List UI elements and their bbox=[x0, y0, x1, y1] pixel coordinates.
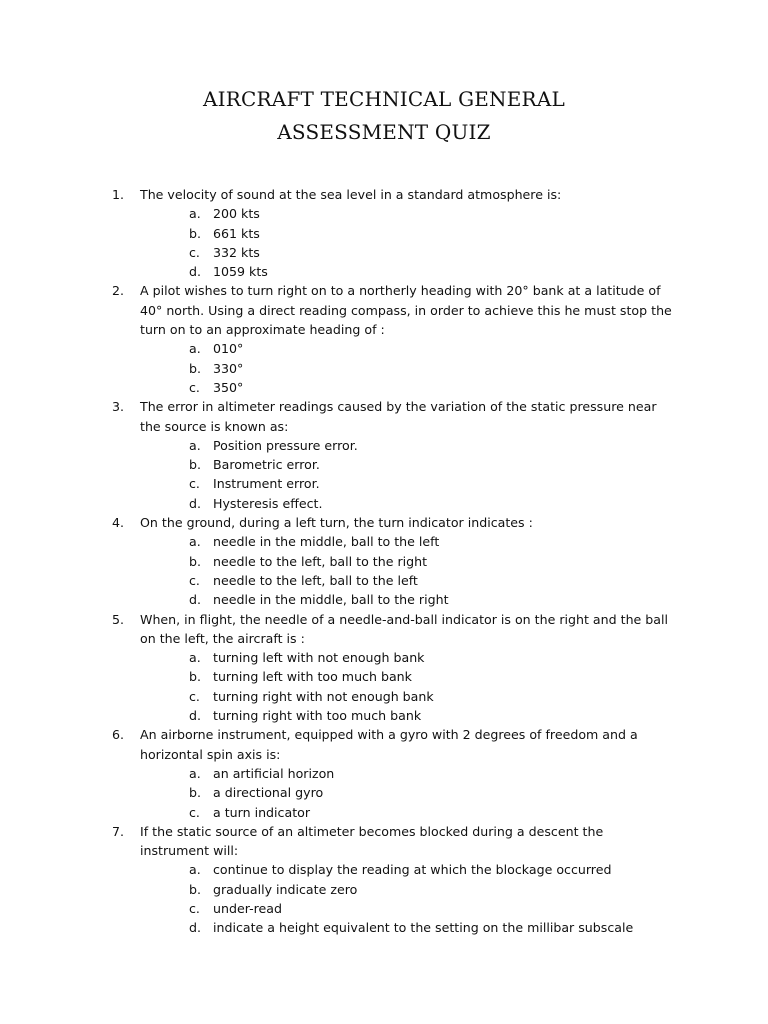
answer-option bbox=[140, 783, 672, 802]
answer-options-list bbox=[140, 764, 672, 822]
option-text: needle to the left, ball to the left bbox=[213, 572, 418, 588]
option-label: a. bbox=[189, 437, 201, 453]
question-text: On the ground, during a left turn, the turn indicator indicates : bbox=[140, 515, 533, 531]
question-item bbox=[112, 281, 672, 397]
question-text: When, in flight, the needle of a needle-and-ball indicator is on the right and the ball on the left, the aircraft is : bbox=[140, 611, 669, 646]
option-text: a directional gyro bbox=[213, 785, 324, 801]
option-text: 010° bbox=[213, 341, 244, 357]
answer-option bbox=[140, 532, 672, 551]
option-label: b. bbox=[189, 360, 201, 376]
answer-option bbox=[140, 880, 672, 899]
question-item bbox=[112, 185, 672, 281]
answer-option bbox=[140, 494, 672, 513]
question-number: 2. bbox=[112, 283, 125, 299]
option-label: d. bbox=[189, 495, 201, 511]
question-text: An airborne instrument, equipped with a gyro with 2 degrees of freedom and a horizontal spin axis is: bbox=[140, 727, 638, 762]
document-title-line-1: AIRCRAFT TECHNICAL GENERAL bbox=[203, 87, 565, 111]
option-text: a turn indicator bbox=[213, 804, 311, 820]
option-label: c. bbox=[189, 572, 200, 588]
option-label: d. bbox=[189, 920, 201, 936]
answer-option bbox=[140, 262, 672, 281]
option-text: Position pressure error. bbox=[213, 437, 358, 453]
option-text: Hysteresis effect. bbox=[213, 495, 323, 511]
answer-option bbox=[140, 648, 672, 667]
answer-option bbox=[140, 899, 672, 918]
answer-option bbox=[140, 764, 672, 783]
answer-option bbox=[140, 474, 672, 493]
answer-option bbox=[140, 590, 672, 609]
question-text: The error in altimeter readings caused by the variation of the static pressure near the source is known as: bbox=[140, 399, 657, 434]
option-text: 332 kts bbox=[213, 244, 260, 260]
option-label: c. bbox=[189, 244, 200, 260]
answer-options-list bbox=[140, 860, 672, 937]
option-text: turning right with too much bank bbox=[213, 708, 422, 724]
option-text: 350° bbox=[213, 379, 244, 395]
question-item bbox=[112, 397, 672, 513]
option-text: an artificial horizon bbox=[213, 765, 335, 781]
option-label: a. bbox=[189, 862, 201, 878]
option-label: c. bbox=[189, 804, 200, 820]
question-list bbox=[112, 185, 672, 938]
option-label: d. bbox=[189, 264, 201, 280]
option-text: continue to display the reading at which the blockage occurred bbox=[213, 862, 612, 878]
answer-option bbox=[140, 803, 672, 822]
question-text: If the static source of an altimeter becomes blocked during a descent the instrument will: bbox=[140, 823, 604, 859]
answer-option bbox=[140, 687, 672, 706]
option-text: needle in the middle, ball to the right bbox=[213, 592, 449, 608]
question-number: 4. bbox=[112, 515, 125, 531]
option-text: Instrument error. bbox=[213, 476, 320, 492]
answer-option bbox=[140, 552, 672, 571]
option-text: 330° bbox=[213, 360, 244, 376]
option-label: a. bbox=[189, 206, 201, 222]
option-text: needle in the middle, ball to the left bbox=[213, 534, 440, 550]
option-label: c. bbox=[189, 379, 200, 395]
question-item bbox=[112, 610, 672, 726]
option-text: Barometric error. bbox=[213, 457, 320, 473]
option-text: indicate a height equivalent to the setting on the millibar subscale bbox=[213, 920, 634, 936]
answer-option bbox=[140, 436, 672, 455]
question-item bbox=[112, 822, 672, 938]
answer-options-list bbox=[140, 648, 672, 725]
option-text: needle to the left, ball to the right bbox=[213, 553, 428, 569]
option-label: d. bbox=[189, 592, 201, 608]
question-item bbox=[112, 725, 672, 821]
answer-option bbox=[140, 860, 672, 879]
answer-option bbox=[140, 918, 672, 937]
answer-option bbox=[140, 667, 672, 686]
option-label: a. bbox=[189, 650, 201, 666]
option-text: turning left with too much bank bbox=[213, 669, 412, 685]
answer-option bbox=[140, 359, 672, 378]
answer-options-list bbox=[140, 339, 672, 397]
option-label: b. bbox=[189, 669, 201, 685]
option-label: c. bbox=[189, 476, 200, 492]
question-text: A pilot wishes to turn right on to a northerly heading with 20° bank at a latitude of 40° north. Using a direct reading compass, in order to achieve this he must stop the turn on to an approximate heading of : bbox=[140, 283, 672, 338]
option-text: turning left with not enough bank bbox=[213, 650, 425, 666]
answer-option bbox=[140, 224, 672, 243]
question-number: 1. bbox=[112, 187, 125, 202]
option-label: a. bbox=[189, 341, 201, 357]
option-text: turning right with not enough bank bbox=[213, 688, 434, 704]
answer-option bbox=[140, 455, 672, 474]
option-label: b. bbox=[189, 881, 201, 897]
option-label: b. bbox=[189, 785, 201, 801]
question-number: 5. bbox=[112, 611, 125, 627]
option-label: b. bbox=[189, 225, 201, 241]
answer-options-list bbox=[140, 204, 672, 281]
option-label: d. bbox=[189, 708, 201, 724]
answer-option bbox=[140, 243, 672, 262]
option-label: c. bbox=[189, 688, 200, 704]
answer-option bbox=[140, 339, 672, 358]
answer-option bbox=[140, 378, 672, 397]
option-text: 661 kts bbox=[213, 225, 260, 241]
answer-options-list bbox=[140, 532, 672, 609]
question-number: 7. bbox=[112, 823, 125, 839]
option-label: b. bbox=[189, 553, 201, 569]
document-title-line-2: ASSESSMENT QUIZ bbox=[277, 120, 491, 144]
question-item bbox=[112, 513, 672, 609]
option-label: b. bbox=[189, 457, 201, 473]
option-text: 200 kts bbox=[213, 206, 260, 222]
question-text: The velocity of sound at the sea level in a standard atmosphere is: bbox=[140, 187, 562, 202]
answer-option bbox=[140, 571, 672, 590]
answer-option bbox=[140, 204, 672, 223]
option-text: 1059 kts bbox=[213, 264, 268, 280]
option-text: gradually indicate zero bbox=[213, 881, 358, 897]
question-number: 6. bbox=[112, 727, 125, 743]
question-number: 3. bbox=[112, 399, 125, 415]
answer-options-list bbox=[140, 436, 672, 513]
answer-option bbox=[140, 706, 672, 725]
option-text: under-read bbox=[213, 900, 282, 916]
option-label: a. bbox=[189, 534, 201, 550]
option-label: c. bbox=[189, 900, 200, 916]
option-label: a. bbox=[189, 765, 201, 781]
